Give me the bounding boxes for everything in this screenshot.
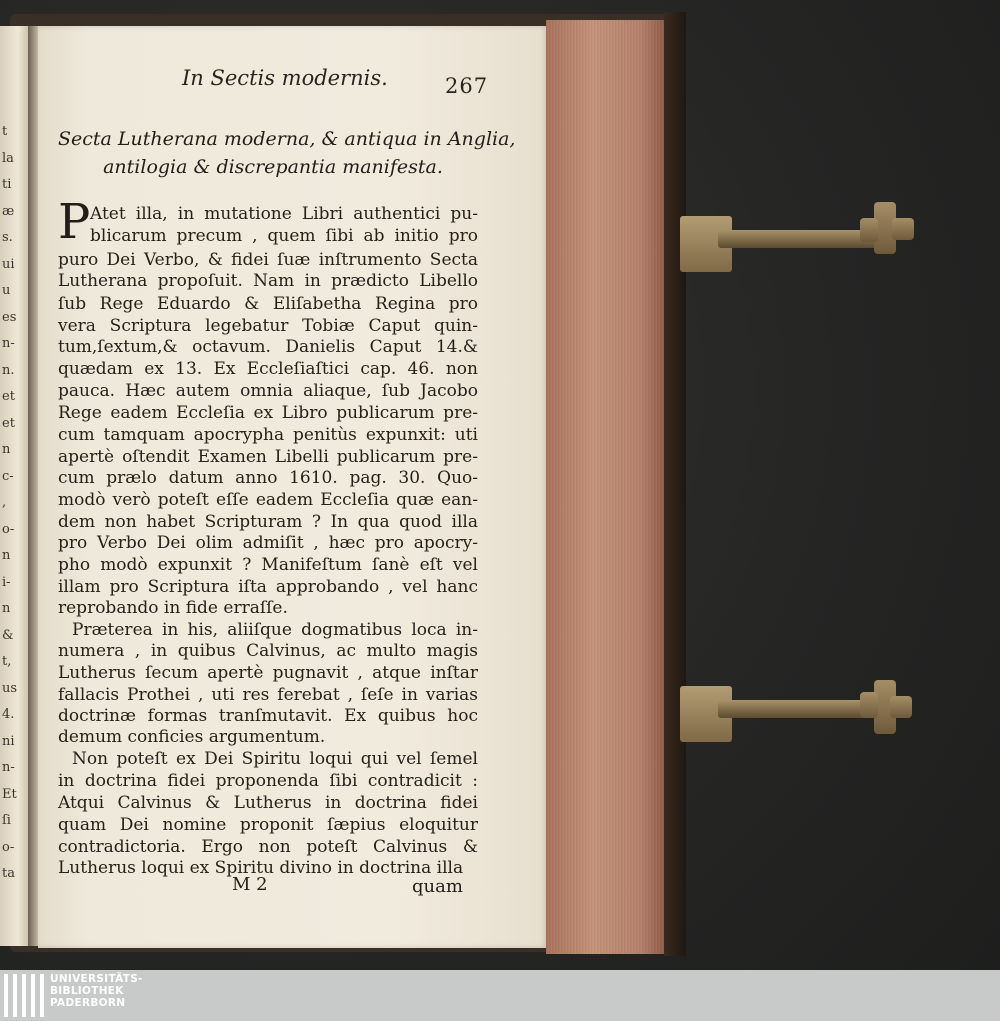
left-page-fragment: Et: [2, 786, 17, 802]
body-line: contradictoria. Ergo non poteſt Calvinus &: [58, 837, 478, 857]
body-line: in doctrina fidei proponenda ſibi contradicit :: [58, 771, 478, 791]
left-page-fragment: u: [2, 283, 11, 298]
body-line: tum,ſextum,& octavum. Danielis Caput 14.&: [58, 337, 478, 357]
left-page-fragment: n: [2, 442, 11, 457]
left-page-edge: [0, 26, 30, 946]
left-page-fragment: et: [2, 389, 15, 404]
left-page-fragment: es: [2, 309, 17, 325]
drop-capital: P: [58, 194, 91, 250]
body-line: vera Scriptura legebatur Tobiæ Caput quin-: [58, 316, 478, 336]
section-title-line-2: antilogia & discrepantia manifesta.: [103, 156, 443, 178]
body-line: cum prælo datum anno 1610. pag. 30. Quo-: [58, 468, 478, 488]
body-line: illam pro Scriptura iſta approbando , vel hanc: [58, 577, 478, 597]
body-line: Atet illa, in mutatione Libri authentici pu-: [90, 204, 478, 224]
body-line: puro Dei Verbo, & fidei ſuæ inſtrumento Secta: [58, 250, 478, 270]
body-line: pro Verbo Dei olim admiſit , hæc pro apocry-: [58, 533, 478, 553]
body-line: cum tamquam apocrypha penitùs expunxit: uti: [58, 425, 478, 445]
fore-edge: [546, 20, 664, 954]
library-name-line-1: UNIVERSITÄTS-: [50, 973, 143, 985]
left-page-fragment: s.: [2, 230, 13, 245]
left-page-fragment: us: [2, 680, 18, 696]
catchword: quam: [412, 876, 463, 897]
running-head: In Sectis modernis.: [182, 66, 388, 90]
library-name-line-3: PADERBORN: [50, 997, 126, 1009]
body-line: pauca. Hæc autem omnia aliaque, ſub Jacobo: [58, 381, 478, 401]
section-title-line-1: Secta Lutherana moderna, & antiqua in Anglia,: [58, 128, 516, 150]
back-cover-edge: [664, 12, 686, 956]
left-page-fragment: n: [2, 548, 11, 563]
body-line: apertè oſtendit Examen Libelli publicarum pre-: [58, 447, 478, 467]
left-page-fragment: o-: [2, 521, 15, 537]
left-page-fragment: 4.: [2, 707, 15, 722]
clasp-top: [678, 200, 938, 280]
body-line: demum conficies argumentum.: [58, 727, 326, 747]
body-line: ſub Rege Eduardo & Eliſabetha Regina pro: [58, 294, 478, 314]
body-line: quam Dei nomine proponit ſæpius eloquitur: [58, 815, 478, 835]
signature-mark: M 2: [232, 874, 268, 895]
left-page-fragment: o-: [2, 839, 15, 855]
left-page-fragment: t,: [2, 654, 12, 669]
left-page-fragment: et: [2, 415, 15, 431]
left-page-fragment: n-: [2, 336, 15, 351]
body-line: doctrinæ formas tranſmutavit. Ex quibus hoc: [58, 706, 478, 726]
left-page-fragment: t: [2, 124, 8, 139]
body-line: Non poteſt ex Dei Spiritu loqui qui vel ſemel: [72, 749, 478, 769]
library-name: [50, 973, 143, 1009]
body-line: modò verò poteſt eſſe eadem Eccleſia quæ ean-: [58, 490, 478, 510]
body-line: Lutherus loqui ex Spiritu divino in doctrina illa: [58, 858, 464, 878]
left-page-fragment: n.: [2, 362, 15, 378]
left-page-fragment: ti: [2, 177, 12, 192]
left-page-fragment: la: [2, 150, 14, 166]
body-line: Lutherus ſecum apertè pugnavit , atque inſtar: [58, 663, 478, 683]
left-page-fragment: ui: [2, 256, 15, 272]
library-logo-icon: [0, 970, 46, 1021]
left-page-fragment: ni: [2, 733, 15, 749]
clasp-bottom: [678, 678, 938, 748]
left-page-fragment: i-: [2, 574, 11, 590]
body-line: Lutherana propoſuit. Nam in prædicto Libello: [58, 271, 478, 291]
body-line: pho modò expunxit ? Manifeſtum ſanè eſt vel: [58, 555, 478, 575]
left-page-fragment: ſi: [2, 813, 11, 828]
body-line: Rege eadem Eccleſia ex Libro publicarum pre-: [58, 403, 478, 423]
body-line: numera , in quibus Calvinus, ac multo magis: [58, 641, 478, 661]
left-page-fragment: n: [2, 601, 11, 616]
body-line: Atqui Calvinus & Lutherus in doctrina fidei: [58, 793, 478, 813]
left-page-fragment: c-: [2, 468, 14, 484]
library-name-line-2: BIBLIOTHEK: [50, 985, 124, 997]
page-number: 267: [445, 74, 489, 98]
left-page-fragment: n-: [2, 760, 15, 775]
body-line: reprobando in fide erraſſe.: [58, 598, 288, 618]
left-page-fragment: æ: [2, 203, 15, 219]
left-page-fragment: ,: [2, 495, 7, 510]
library-footer: [0, 970, 1000, 1021]
body-line: fallacis Prothei , uti res ferebat , ſeſe in varias: [58, 685, 478, 705]
body-line: dem non habet Scripturam ? In qua quod illa: [58, 512, 478, 532]
left-page-fragment: &: [2, 627, 14, 643]
body-line: blicarum precum , quem ſibi ab initio pro: [90, 226, 478, 246]
body-line: Præterea in his, aliiſque dogmatibus loca in-: [72, 620, 478, 640]
body-line: quædam ex 13. Ex Eccleſiaſtici cap. 46. non: [58, 359, 478, 379]
left-page-fragment: ta: [2, 866, 15, 881]
